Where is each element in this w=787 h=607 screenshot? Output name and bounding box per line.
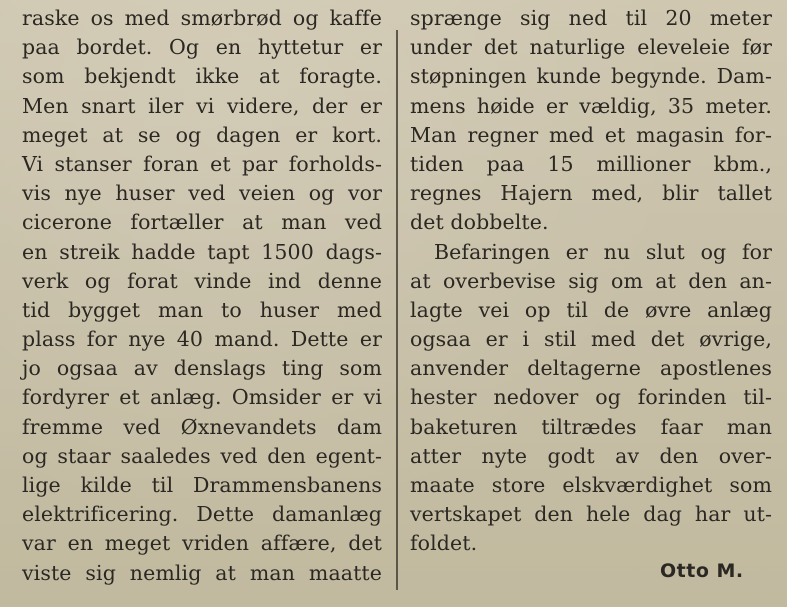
text-line: lige kilde til Drammensbanens (22, 473, 382, 497)
text-line: maate store elskværdighet som (410, 473, 772, 497)
text-line: elektrificering. Dette damanlæg (22, 502, 382, 527)
text-line: var en meget vriden affære, det (22, 531, 382, 556)
column-divider (396, 30, 398, 590)
text-line: fordyrer et anlæg. Omsider er vi (22, 385, 382, 410)
text-line: og staar saaledes ved den egent- (22, 443, 382, 468)
text-line: plass for nye 40 mand. Dette er (22, 327, 382, 352)
right-text-column (410, 4, 772, 559)
text-line: viste sig nemlig at man maatte (22, 560, 382, 585)
text-line: baketuren tiltrædes faar man (410, 414, 772, 439)
text-line: jo ogsaa av denslags ting som (22, 356, 382, 381)
text-line: meget at se og dagen er kort. (22, 122, 382, 147)
text-line: fremme ved Øxnevandets dam (22, 414, 382, 439)
text-line: vertskapet den hele dag har ut- (410, 502, 772, 527)
text-line: ogsaa er i stil med det øvrige, (410, 327, 772, 352)
text-line: Vi stanser foran et par forholds- (22, 151, 382, 176)
text-line: verk og forat vinde ind denne (22, 268, 382, 293)
text-line: anvender deltagerne apostlenes (410, 356, 772, 381)
text-line: det dobbelte. (410, 210, 549, 235)
text-line: som bekjendt ikke at foragte. (22, 64, 382, 89)
text-line: sprænge sig ned til 20 meter (410, 6, 772, 30)
text-line: foldet. (410, 531, 478, 556)
text-line: atter nyte godt av den over- (410, 443, 772, 468)
text-line: lagte vei op til de øvre anlæg (410, 297, 772, 322)
text-line: regnes Hajern med, blir tallet (410, 181, 772, 206)
left-text-column (22, 4, 382, 588)
text-line: hester nedover og forinden til- (410, 385, 772, 410)
text-line: paa bordet. Og en hyttetur er (22, 35, 382, 60)
text-line: tid bygget man to huser med (22, 297, 382, 322)
text-line: en streik hadde tapt 1500 dags- (22, 239, 382, 264)
text-line: vis nye huser ved veien og vor (22, 181, 382, 206)
text-line: tiden paa 15 millioner kbm., (410, 151, 772, 176)
text-line: Befaringen er nu slut og for (434, 239, 772, 264)
text-line: at overbevise sig om at den an- (410, 268, 772, 293)
text-line: under det naturlige eleveleie før (410, 35, 772, 60)
author-signature: Otto M. (660, 560, 744, 582)
text-line: Men snart iler vi videre, der er (22, 93, 382, 118)
text-line: mens høide er vældig, 35 meter. (410, 93, 772, 118)
text-line: cicerone fortæller at man ved (22, 210, 382, 235)
text-line: Man regner med et magasin for- (410, 122, 772, 147)
text-line: raske os med smørbrød og kaffe (22, 6, 382, 30)
text-line: støpningen kunde begynde. Dam- (410, 64, 772, 89)
